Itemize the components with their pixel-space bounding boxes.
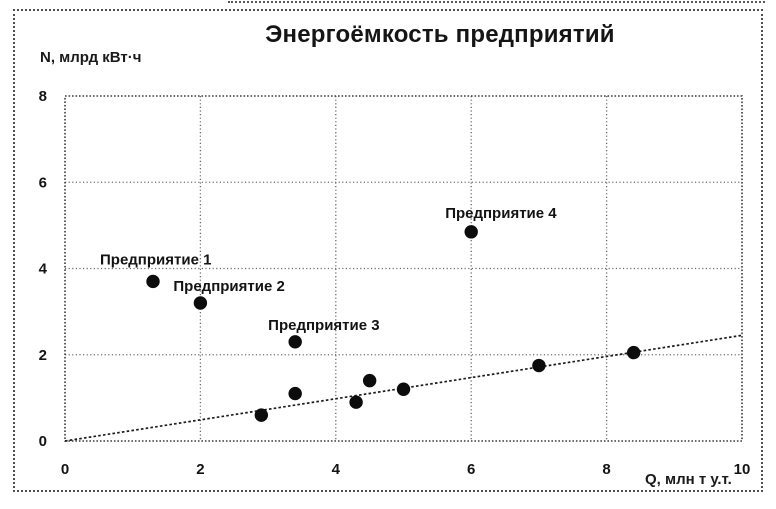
x-tick-label: 2 [196,461,205,478]
y-tick-label: 6 [38,174,47,192]
data-point [146,275,159,288]
y-tick-label: 8 [38,88,47,105]
data-point [397,383,410,396]
data-point [532,359,545,372]
data-point [288,335,301,348]
point-label: Предприятие 4 [445,204,557,222]
x-tick-label: 8 [602,461,611,478]
data-point [465,225,478,238]
x-tick-label: 6 [467,461,476,478]
data-point [194,296,207,309]
x-tick-label: 4 [331,461,340,478]
data-point [627,346,640,359]
chart-title: Энергоёмкость предприятий [265,21,615,48]
point-label: Предприятие 3 [268,316,380,334]
data-point [255,408,268,421]
data-point [349,395,362,408]
y-axis-title: N, млрд кВт·ч [40,49,142,66]
y-tick-label: 0 [38,433,47,450]
x-tick-label: 0 [60,461,70,478]
x-tick-label: 10 [733,461,751,478]
data-point [363,374,376,387]
x-axis-title: Q, млн т у.т. [645,471,732,488]
y-tick-label: 4 [38,260,47,278]
point-label: Предприятие 2 [173,278,285,295]
data-point [288,387,301,400]
point-label: Предприятие 1 [100,251,212,269]
y-tick-label: 2 [38,346,47,364]
